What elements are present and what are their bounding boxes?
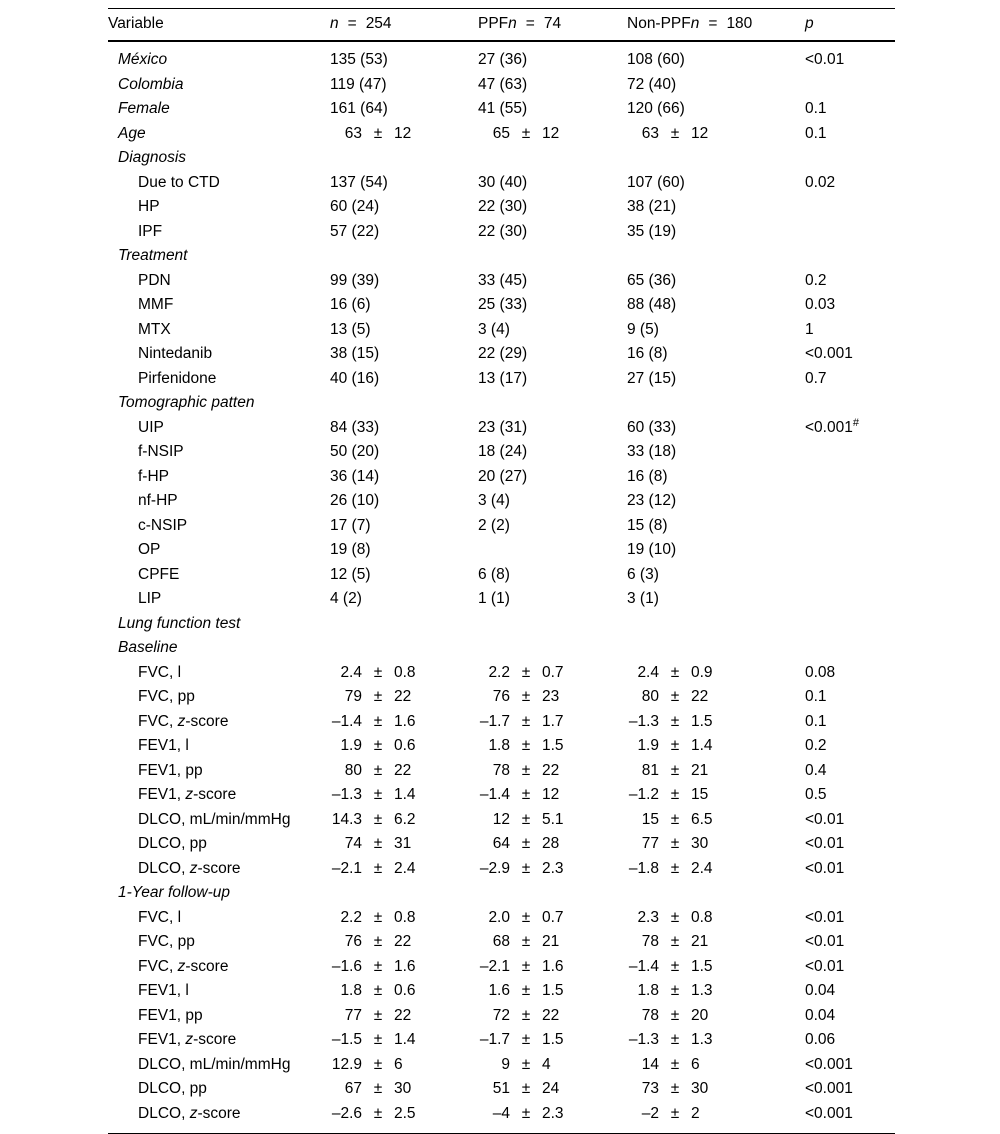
cell-p-value: <0.001 [805, 1055, 853, 1073]
row-label: DLCO, z-score [108, 1102, 330, 1134]
row-label: Age [118, 124, 146, 142]
cell-p-value [805, 881, 895, 906]
cell-p-value [805, 440, 895, 465]
cell-ppf: 68 ± 21 [492, 933, 560, 950]
cell-p-value [805, 391, 895, 416]
cell-total: 74 ± 31 [344, 835, 412, 852]
table-row [108, 171, 895, 196]
cell-ppf: –1.7 ± 1.5 [479, 1031, 564, 1048]
cell-total: 135 (53) [330, 51, 388, 68]
cell-total: 26 (10) [330, 492, 380, 509]
table-row [108, 538, 895, 563]
cell-total [330, 244, 478, 269]
cell-ppf: 41 (55) [478, 100, 528, 117]
table-header-row [108, 9, 895, 42]
row-label: Colombia [118, 75, 184, 93]
footnote-marker: # [852, 416, 859, 429]
cell-ppf: 51 ± 24 [492, 1080, 560, 1097]
row-label: Lung function test [118, 614, 241, 632]
table-row [108, 293, 895, 318]
cell-nonppf: 107 (60) [627, 173, 685, 191]
row-label: f-NSIP [138, 443, 184, 460]
row-label: FEV1, l [138, 982, 189, 999]
row-label: c-NSIP [138, 516, 188, 534]
column-header-p-value: p [805, 9, 895, 42]
row-label: HP [138, 198, 160, 215]
cell-p-value: <0.01 [805, 51, 845, 68]
cell-total: 4 (2) [330, 590, 362, 607]
row-label: DLCO, pp [138, 1080, 207, 1097]
cell-ppf: 72 ± 22 [492, 1006, 560, 1024]
cell-nonppf: 16 (8) [627, 467, 668, 485]
cell-ppf [478, 636, 627, 661]
table-row [108, 563, 895, 588]
cell-total: 36 (14) [330, 467, 380, 485]
table-row [108, 73, 895, 98]
table-row [108, 41, 895, 73]
row-label: México [118, 51, 168, 68]
cell-p-value: 0.1 [805, 688, 827, 705]
cell-p-value [805, 244, 895, 269]
column-header-ppf [478, 9, 627, 42]
cell-total: 14.3 ± 6.2 [331, 810, 416, 828]
cell-nonppf: 2.4 ± 0.9 [637, 663, 713, 681]
cell-nonppf: 15 (8) [627, 516, 668, 534]
cell-nonppf: 14 ± 6 [641, 1055, 700, 1073]
table-row [108, 97, 895, 122]
table-row [108, 1028, 895, 1053]
row-label: Due to CTD [138, 173, 220, 191]
cell-nonppf: 60 (33) [627, 418, 677, 436]
cell-p-value [805, 587, 895, 612]
table-row [108, 832, 895, 857]
row-label: UIP [138, 418, 164, 436]
cell-total: –1.4 ± 1.6 [331, 712, 416, 730]
cell-ppf: 23 (31) [478, 418, 528, 436]
cell-ppf: 1.8 ± 1.5 [488, 737, 564, 754]
table-row [108, 195, 895, 220]
row-label: DLCO, pp [138, 835, 207, 852]
table-row [108, 1053, 895, 1078]
cell-p-value: 0.2 [805, 737, 827, 754]
z-symbol: z [177, 712, 186, 730]
row-label: Diagnosis [118, 149, 187, 166]
column-header-ppf-n-symbol: n [508, 15, 517, 32]
cell-p-value [805, 514, 895, 539]
cell-p-value: <0.01 [805, 908, 845, 926]
cell-p-value [805, 636, 895, 661]
row-label: LIP [138, 590, 162, 607]
cell-total: 17 (7) [330, 516, 371, 534]
cell-ppf: 76 ± 23 [492, 688, 560, 705]
cell-ppf: 2 (2) [478, 516, 510, 534]
cell-ppf: 6 (8) [478, 565, 510, 583]
row-label: DLCO, z-score [138, 859, 241, 877]
cell-nonppf: 1.9 ± 1.4 [637, 737, 713, 754]
cell-total: –1.5 ± 1.4 [331, 1031, 416, 1048]
z-symbol: z [189, 1104, 198, 1122]
cell-total: 50 (20) [330, 443, 380, 460]
cell-total: 67 ± 30 [344, 1080, 412, 1097]
row-label: Nintedanib [138, 345, 213, 362]
row-label: OP [138, 541, 161, 558]
cell-p-value: 0.7 [805, 369, 827, 387]
table-row [108, 514, 895, 539]
table-row [108, 1102, 895, 1134]
table-row [108, 587, 895, 612]
cell-p-value: 0.1 [805, 100, 827, 117]
row-label: nf-HP [138, 492, 178, 509]
cell-nonppf: 63 ± 12 [641, 124, 709, 142]
cell-nonppf: –1.3 ± 1.3 [628, 1031, 713, 1048]
cell-ppf: 25 (33) [478, 296, 528, 313]
cell-nonppf: 38 (21) [627, 198, 677, 215]
cell-total [330, 636, 478, 661]
cell-p-value [805, 465, 895, 490]
cell-p-value: 0.08 [805, 663, 836, 681]
cell-total [330, 612, 478, 637]
cell-p-value [805, 563, 895, 588]
cell-total: 84 (33) [330, 418, 380, 436]
cell-nonppf [627, 146, 805, 171]
cell-nonppf [627, 636, 805, 661]
cell-p-value: 0.5 [805, 786, 827, 803]
cell-total: 38 (15) [330, 345, 380, 362]
table-row [108, 881, 895, 906]
row-label: FVC, z-score [138, 712, 229, 730]
table-row [108, 636, 895, 661]
z-symbol: z [177, 957, 186, 975]
column-header-nonppf-n-symbol: n [690, 15, 700, 32]
cell-p-value [805, 73, 895, 98]
table-row [108, 244, 895, 269]
row-label: MMF [138, 296, 174, 313]
table-row [108, 930, 895, 955]
row-label: Tomographic patten [118, 394, 255, 411]
cell-p-value: 0.1 [805, 124, 827, 142]
cell-p-value: 0.2 [805, 271, 827, 289]
cell-nonppf: –1.2 ± 15 [628, 786, 709, 803]
table-row [108, 857, 895, 882]
cell-p-value: <0.001 [805, 1080, 853, 1097]
z-symbol: z [189, 859, 198, 877]
cell-p-value [805, 220, 895, 245]
cell-ppf: 20 (27) [478, 467, 528, 485]
table-row [108, 367, 895, 392]
row-label: Female [118, 100, 170, 117]
cell-total: 99 (39) [330, 271, 380, 289]
cell-ppf: 47 (63) [478, 75, 528, 93]
cell-ppf: –4 ± 2.3 [478, 1102, 627, 1134]
table-row [108, 1004, 895, 1029]
cell-ppf [478, 612, 627, 637]
cell-p-value [805, 612, 895, 637]
cell-nonppf: –1.3 ± 1.5 [628, 712, 713, 730]
cell-total: –2.1 ± 2.4 [331, 859, 416, 877]
cell-nonppf: 81 ± 21 [641, 761, 709, 779]
cell-nonppf: 65 (36) [627, 271, 677, 289]
row-label: 1-Year follow-up [118, 884, 231, 901]
cell-nonppf: 80 ± 22 [641, 688, 709, 705]
table-row [108, 391, 895, 416]
table-row [108, 612, 895, 637]
row-label: FVC, pp [138, 933, 195, 950]
column-header-total-value: 254 [365, 15, 392, 32]
table-row [108, 685, 895, 710]
cell-ppf: 2.0 ± 0.7 [488, 908, 564, 926]
cell-ppf: 30 (40) [478, 173, 528, 191]
cell-nonppf: –2 ± 2 [627, 1102, 805, 1134]
cell-nonppf: –1.8 ± 2.4 [628, 859, 713, 877]
cell-total: 16 (6) [330, 296, 371, 313]
cell-nonppf: 15 ± 6.5 [641, 810, 713, 828]
table-row [108, 416, 895, 441]
column-header-ppf-equals: = [525, 15, 535, 32]
cell-nonppf: 35 (19) [627, 222, 677, 240]
column-header-nonppf-equals: = [708, 15, 718, 32]
cell-p-value: 1 [805, 320, 814, 338]
table-row [108, 906, 895, 931]
row-label: Baseline [118, 639, 178, 656]
cell-nonppf: 108 (60) [627, 51, 685, 68]
row-label: FVC, l [138, 908, 182, 926]
cell-total: 161 (64) [330, 100, 388, 117]
cell-ppf: 22 (30) [478, 222, 528, 240]
column-header-nonppf-prefix: Non-PPF [627, 15, 691, 32]
cell-ppf: 3 (4) [478, 492, 510, 509]
cell-nonppf [627, 391, 805, 416]
z-symbol: z [185, 1031, 194, 1048]
table-row [108, 1077, 895, 1102]
column-header-total-n-symbol: n [330, 15, 339, 32]
cell-nonppf: 23 (12) [627, 492, 677, 509]
cell-nonppf: 33 (18) [627, 443, 677, 460]
cell-ppf: –2.1 ± 1.6 [479, 957, 564, 975]
cell-p-value: <0.001 [805, 345, 853, 362]
table-row [108, 440, 895, 465]
cell-total: 13 (5) [330, 320, 371, 338]
cell-total: 137 (54) [330, 173, 388, 191]
cell-nonppf: 73 ± 30 [641, 1080, 709, 1097]
cell-nonppf: 1.8 ± 1.3 [637, 982, 713, 999]
cell-ppf: 22 (30) [478, 198, 528, 215]
cell-total: 57 (22) [330, 222, 380, 240]
cell-p-value: <0.001# [805, 416, 859, 436]
cell-p-value: <0.01 [805, 859, 845, 877]
table-row [108, 220, 895, 245]
row-label: f-HP [138, 467, 169, 485]
cell-nonppf [627, 244, 805, 269]
cell-ppf: 22 (29) [478, 345, 528, 362]
cell-p-value: 0.02 [805, 173, 836, 191]
column-header-total [330, 9, 478, 42]
row-label: FEV1, pp [138, 1006, 203, 1024]
cell-ppf: 18 (24) [478, 443, 528, 460]
cell-total: 2.2 ± 0.8 [340, 908, 416, 926]
cell-nonppf: 72 (40) [627, 75, 677, 93]
table-row [108, 710, 895, 735]
cell-ppf: –1.4 ± 12 [479, 786, 560, 803]
cell-ppf: 27 (36) [478, 51, 528, 68]
row-label: FEV1, pp [138, 761, 203, 779]
table-row [108, 759, 895, 784]
cell-total: 40 (16) [330, 369, 380, 387]
cell-p-value: <0.01 [805, 835, 845, 852]
cell-p-value: <0.01 [805, 957, 845, 975]
cell-ppf: 13 (17) [478, 369, 528, 387]
table-body [108, 41, 895, 1134]
column-header-nonppf-value: 180 [726, 15, 753, 32]
row-label: FVC, pp [138, 688, 195, 705]
cell-ppf [478, 538, 627, 563]
cell-nonppf: –1.4 ± 1.5 [628, 957, 713, 975]
cell-ppf: 64 ± 28 [492, 835, 560, 852]
cell-nonppf: 27 (15) [627, 369, 677, 387]
row-label: Pirfenidone [138, 369, 217, 387]
table-row [108, 318, 895, 343]
table-row [108, 979, 895, 1004]
cell-ppf: –2.9 ± 2.3 [479, 859, 564, 877]
row-label: FVC, z-score [138, 957, 229, 975]
cell-p-value: 0.04 [805, 982, 836, 999]
cell-nonppf: 6 (3) [627, 565, 659, 583]
cell-ppf [478, 146, 627, 171]
cell-ppf: 9 ± 4 [501, 1055, 551, 1073]
cell-total [330, 146, 478, 171]
cell-p-value [805, 146, 895, 171]
cell-nonppf: 78 ± 21 [641, 933, 709, 950]
cell-ppf [478, 244, 627, 269]
cell-total: 119 (47) [330, 75, 387, 93]
cell-nonppf [627, 881, 805, 906]
cell-total: 12.9 ± 6 [331, 1055, 403, 1073]
statistics-table [108, 8, 895, 1134]
cell-ppf: 1.6 ± 1.5 [488, 982, 564, 999]
cell-total: 2.4 ± 0.8 [340, 663, 416, 681]
table-row [108, 146, 895, 171]
cell-ppf: –1.7 ± 1.7 [479, 712, 564, 730]
z-symbol: z [185, 786, 194, 803]
cell-nonppf: 78 ± 20 [641, 1006, 709, 1024]
cell-p-value: 0.1 [805, 712, 827, 730]
cell-nonppf: 88 (48) [627, 296, 677, 313]
row-label: IPF [138, 222, 163, 240]
table-row [108, 269, 895, 294]
cell-ppf: 1 (1) [478, 590, 510, 607]
table-row [108, 342, 895, 367]
row-label: CPFE [138, 565, 180, 583]
row-label: DLCO, mL/min/mmHg [138, 810, 291, 828]
cell-ppf: 12 ± 5.1 [492, 810, 564, 828]
cell-p-value: 0.04 [805, 1006, 836, 1024]
cell-p-value [805, 538, 895, 563]
cell-ppf: 33 (45) [478, 271, 528, 289]
row-label: FEV1, z-score [138, 1031, 237, 1048]
column-header-nonppf [627, 9, 805, 42]
cell-total: 60 (24) [330, 198, 380, 215]
cell-total: 12 (5) [330, 565, 371, 583]
row-label: FEV1, l [138, 737, 189, 754]
cell-p-value [805, 489, 895, 514]
cell-total: 1.9 ± 0.6 [340, 737, 416, 754]
cell-nonppf [627, 612, 805, 637]
table-row [108, 808, 895, 833]
cell-ppf: 65 ± 12 [492, 124, 560, 142]
cell-nonppf: 77 ± 30 [641, 835, 709, 852]
cell-ppf: 2.2 ± 0.7 [488, 663, 564, 681]
cell-p-value: <0.001 [805, 1102, 895, 1134]
cell-ppf: 3 (4) [478, 320, 510, 338]
row-label: MTX [138, 320, 171, 338]
cell-nonppf: 19 (10) [627, 541, 677, 558]
table-row [108, 783, 895, 808]
cell-total: 63 ± 12 [344, 124, 412, 142]
cell-ppf [478, 391, 627, 416]
cell-ppf: 78 ± 22 [492, 761, 560, 779]
table-row [108, 661, 895, 686]
table-row [108, 465, 895, 490]
table-header [108, 9, 895, 42]
cell-total: 79 ± 22 [344, 688, 412, 705]
cell-p-value: 0.4 [805, 761, 827, 779]
cell-total: –2.6 ± 2.5 [330, 1102, 478, 1134]
cell-total: 76 ± 22 [344, 933, 412, 950]
cell-nonppf: 3 (1) [627, 590, 659, 607]
cell-total: –1.6 ± 1.6 [331, 957, 416, 975]
cell-nonppf: 2.3 ± 0.8 [637, 908, 713, 926]
cell-nonppf: 9 (5) [627, 320, 659, 338]
row-label: FVC, l [138, 663, 182, 681]
row-label: DLCO, mL/min/mmHg [138, 1055, 291, 1073]
column-header-variable: Variable [108, 9, 330, 42]
cell-nonppf: 120 (66) [627, 100, 685, 117]
cell-p-value: <0.01 [805, 810, 845, 828]
table-row [108, 955, 895, 980]
cell-p-value [805, 195, 895, 220]
cell-p-value: 0.06 [805, 1031, 836, 1048]
table-row [108, 734, 895, 759]
cell-total: 19 (8) [330, 541, 371, 558]
row-label: Treatment [118, 247, 188, 264]
cell-total: –1.3 ± 1.4 [331, 786, 416, 803]
cell-total: 1.8 ± 0.6 [340, 982, 416, 999]
column-header-ppf-prefix: PPF [478, 15, 509, 32]
cell-total [330, 391, 478, 416]
cell-ppf [478, 881, 627, 906]
column-header-ppf-value: 74 [543, 15, 562, 32]
row-label: FEV1, z-score [138, 786, 237, 803]
cell-p-value: 0.03 [805, 296, 836, 313]
column-header-total-equals: = [347, 15, 357, 32]
cell-total: 80 ± 22 [344, 761, 412, 779]
row-label: PDN [138, 271, 171, 289]
statistics-table-container [108, 8, 895, 1134]
cell-total: 77 ± 22 [344, 1006, 412, 1024]
cell-p-value: <0.01 [805, 933, 845, 950]
table-row [108, 489, 895, 514]
cell-nonppf: 16 (8) [627, 345, 668, 362]
cell-total [330, 881, 478, 906]
table-row [108, 122, 895, 147]
